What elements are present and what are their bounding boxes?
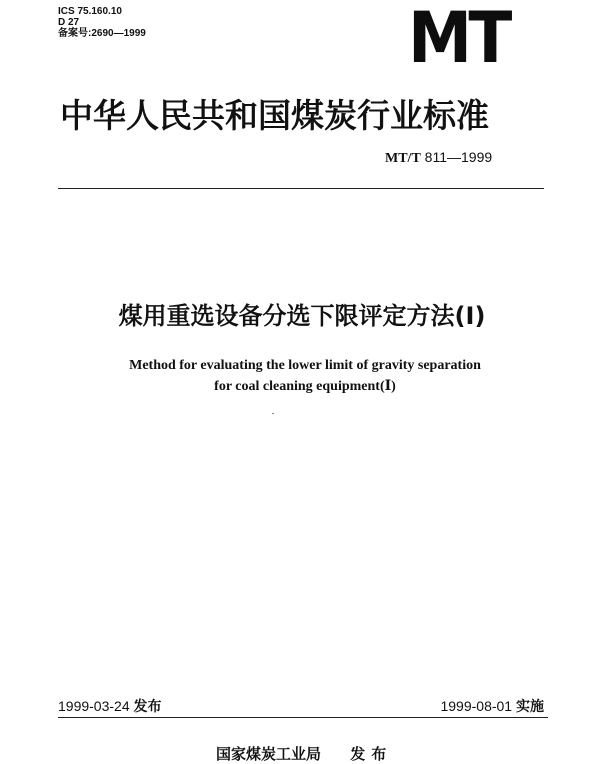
- standard-name: 中华人民共和国煤炭行业标准: [60, 96, 489, 135]
- implementation-date: [440, 697, 544, 715]
- scan-speck: [272, 413, 274, 414]
- english-title-line-2: for coal cleaning equipment(Ⅰ): [214, 379, 396, 394]
- document-metadata: [58, 6, 146, 39]
- publish-date: [58, 697, 162, 715]
- implementation-date-value: 1999-08-01: [440, 698, 513, 714]
- issuer-action: 发布: [350, 745, 393, 763]
- implementation-label: 实施: [516, 698, 544, 714]
- bottom-divider: [58, 717, 548, 718]
- top-divider: [58, 188, 544, 189]
- chinese-title: 煤用重选设备分选下限评定方法(Ⅰ): [118, 302, 486, 330]
- standard-code: [385, 148, 492, 168]
- issuing-authority: [216, 745, 392, 763]
- standard-code-number: 811—1999: [424, 149, 493, 165]
- english-title-line-1: Method for evaluating the lower limit of gravity separation: [129, 358, 481, 373]
- issuer-name: 国家煤炭工业局: [216, 745, 322, 763]
- classification-code: D 27: [58, 17, 80, 28]
- english-title: [40, 355, 570, 397]
- mt-logo: MT: [408, 0, 509, 79]
- publish-date-value: 1999-03-24: [58, 698, 130, 714]
- filing-number: 备案号:2690—1999: [58, 28, 146, 39]
- standard-code-prefix: MT/T: [385, 151, 421, 166]
- publish-label: 发布: [133, 698, 162, 714]
- ics-code: ICS 75.160.10: [58, 6, 122, 17]
